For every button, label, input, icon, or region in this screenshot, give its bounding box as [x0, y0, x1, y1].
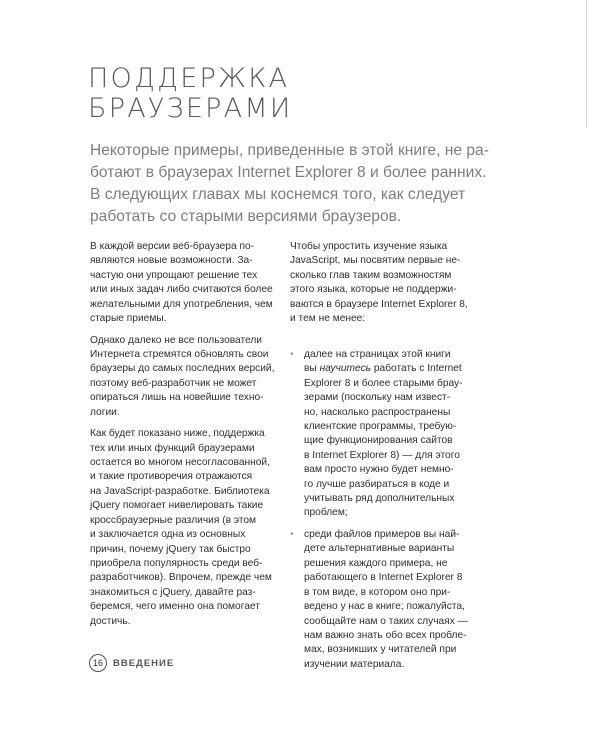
body-paragraph [90, 427, 270, 629]
body-line: изучении материала. [304, 658, 405, 670]
body-line: остается во многом несогласованной, [90, 457, 270, 469]
body-line: являются новые возможности. За- [90, 255, 253, 267]
body-line: дете альтернативные варианты [304, 543, 455, 555]
body-line: частую они упрощают решение тех [90, 269, 258, 281]
body-line: разработчиков). Впрочем, прежде чем [90, 572, 272, 584]
body-line: причин, почему jQuery так быстро [90, 543, 251, 555]
body-line: нам важно знать обо всех пробле- [304, 629, 467, 641]
body-line: далее на страницах этой книги [304, 349, 451, 360]
body-line: JavaScript, мы посвятим первые не- [290, 255, 461, 267]
body-line: опираться лишь на новейшие техно- [90, 392, 264, 404]
lead-paragraph [90, 140, 526, 228]
body-line: клиентские программы, требую- [304, 421, 457, 433]
body-line: Как будет показано ниже, поддержка [90, 428, 265, 440]
page-number: 16 [89, 654, 107, 672]
body-line: кроссбраузерные различия (в этом [90, 514, 257, 526]
body-line: среди файлов примеров вы най- [304, 529, 460, 541]
body-line: в том виде, в котором оно при- [304, 586, 451, 598]
body-line: на JavaScript-разработке. Библиотека [90, 485, 270, 497]
body-line: но, насколько распространены [304, 406, 451, 418]
body-line: проблем; [304, 507, 348, 519]
margin-rule [586, 0, 587, 128]
body-line: тех или иных функций браузерами [90, 442, 255, 454]
body-paragraph [90, 240, 273, 326]
body-line: Интернета стремятся обновлять свои [90, 349, 269, 361]
title-line: ПОДДЕРЖКА [88, 63, 290, 94]
bullet-item [290, 528, 498, 672]
lead-line: В следующих главах мы коснемся того, как следует [90, 186, 466, 203]
left-column [90, 240, 275, 636]
body-line: учитывать ряд дополнительных [304, 493, 455, 505]
body-line: зерами (поскольку нам извест- [304, 392, 451, 404]
body-line: решения каждого примера, не [304, 557, 448, 569]
body-line: сообщайте нам о таких случаях — [304, 615, 468, 627]
text-run: работать с Internet [371, 363, 462, 375]
body-line: браузеры до самых последних версий, [90, 363, 275, 375]
body-line: мах, возникших у читателей при [304, 644, 457, 656]
body-line: Explorer 8 и более старыми брау- [304, 377, 463, 389]
section-label: ВВЕДЕНИЕ [113, 657, 175, 669]
lead-line: Некоторые примеры, приведенные в этой книге, не ра- [90, 142, 489, 159]
body-line: вам просто нужно будет немно- [304, 464, 454, 476]
body-line: и заключается одна из основных [90, 529, 246, 541]
page-footer [89, 654, 174, 672]
emphasis: научитесь [319, 363, 372, 375]
body-line: знакомиться с jQuery, давайте раз- [90, 586, 256, 598]
bullet-icon: • [290, 349, 294, 360]
text-run: вы [304, 363, 320, 375]
bullet-item [290, 348, 498, 521]
body-line: старые приемы. [90, 313, 167, 325]
body-line: сколько глав таким возможностям [290, 269, 452, 281]
body-line: ведено у нас в книге; пожалуйста, [304, 601, 465, 613]
lead-line: ботают в браузерах Internet Explorer 8 и более ранних. [90, 164, 487, 181]
body-line: ваются в браузере Internet Explorer 8, [290, 298, 468, 310]
body-line: го лучше разбираться в коде и [304, 478, 450, 490]
body-line [304, 362, 498, 376]
body-paragraph [90, 334, 275, 420]
body-line: этого языка, которые не поддержи- [290, 284, 457, 296]
body-line: приобрела популярность среди веб- [90, 557, 263, 569]
body-line: в Internet Explorer 8) — для этого [304, 449, 460, 461]
body-line: достичь. [90, 615, 131, 627]
body-line: желательными для употребления, чем [90, 298, 273, 310]
body-line: и такие противоречия отражаются [90, 471, 253, 483]
body-line: беремся, чего именно она помогает [90, 601, 260, 613]
body-line: поэтому веб-разработчик не может [90, 377, 257, 389]
title-line: БРАУЗЕРАМИ [88, 93, 293, 124]
body-line: работающего в Internet Explorer 8 [304, 572, 463, 584]
body-line: Чтобы упростить изучение языка [290, 241, 448, 252]
body-line: и тем не менее: [290, 313, 366, 325]
bullet-icon: • [290, 529, 294, 541]
body-line: В каждой версии веб-браузера по- [90, 241, 255, 252]
body-line: jQuery помогает нивелировать такие [90, 500, 264, 512]
body-line: или иных задач либо считаются более [90, 284, 273, 296]
body-line: Однако далеко не все пользователи [90, 334, 262, 346]
page-title [88, 64, 508, 124]
body-line: щие функционирования сайтов [304, 435, 453, 447]
lead-line: работать со старыми версиями браузеров. [90, 208, 402, 225]
right-column [290, 240, 498, 679]
body-paragraph [290, 240, 498, 326]
body-line: логии. [90, 406, 120, 418]
